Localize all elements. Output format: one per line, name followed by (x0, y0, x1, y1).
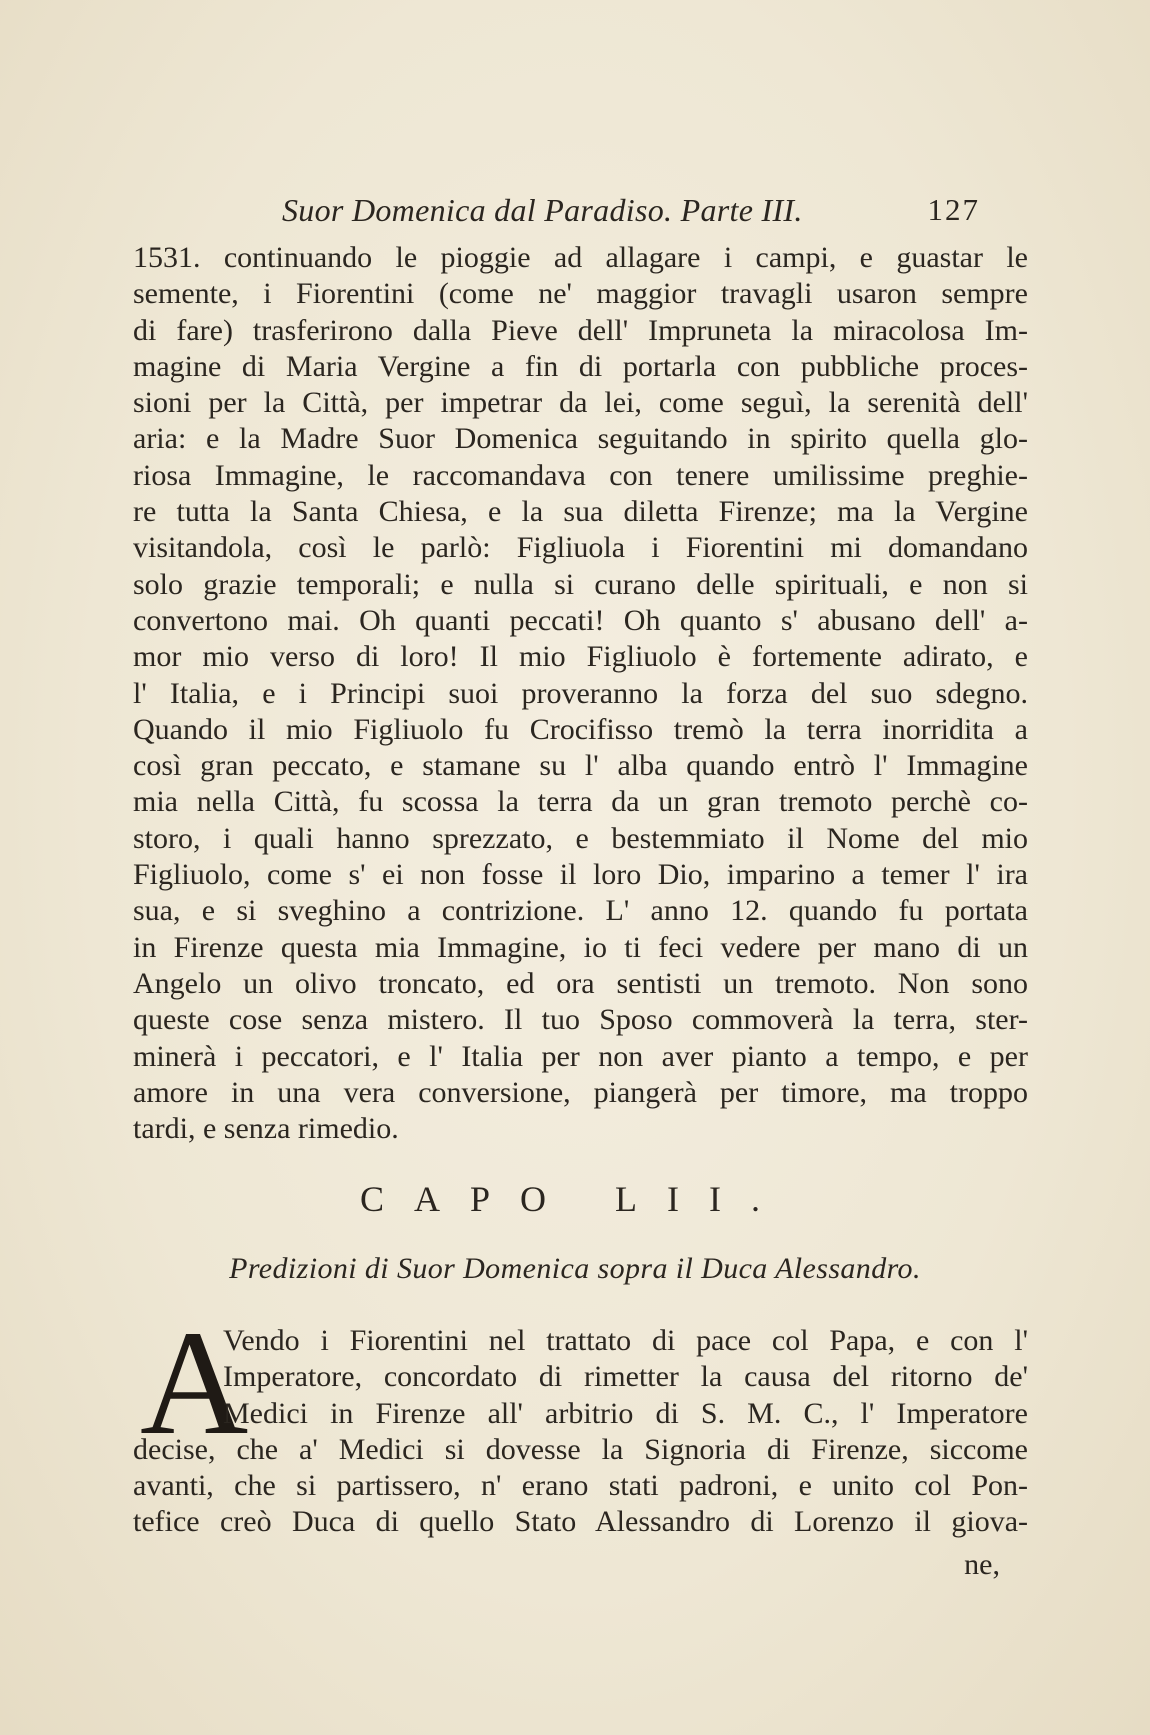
text-line: mia nella Città, fu scossa la terra da un gran tremoto perchè co- (133, 785, 1028, 819)
text-line: visitandola, così le parlò: Figliuola i Fiorentini mi domandano (133, 531, 1028, 565)
paragraph-2 (133, 1323, 1028, 1541)
text-line: l' Italia, e i Principi suoi proveranno la forza del suo sdegno. (133, 676, 1028, 710)
text-line: così gran peccato, e stamane su l' alba quando entrò l' Immagine (133, 749, 1028, 783)
text-line: Quando il mio Figliuolo fu Crocifisso tremò la terra inorridita a (133, 712, 1028, 746)
text-line: sioni per la Città, per impetrar da lei, come seguì, la serenità dell' (133, 386, 1028, 420)
text-line: riosa Immagine, le raccomandava con tenere umilissime preghie- (133, 458, 1028, 492)
text-line: in Firenze questa mia Immagine, io ti feci vedere per mano di un (133, 930, 1028, 964)
text-line: re tutta la Santa Chiesa, e la sua diletta Firenze; ma la Vergine (133, 495, 1028, 529)
text-line: Vendo i Fiorentini nel trattato di pace col Papa, e con l' (223, 1324, 1028, 1357)
text-line: solo grazie temporali; e nulla si curano delle spirituali, e non si (133, 567, 1028, 601)
running-head (270, 192, 1030, 232)
text-line: Angelo un olivo troncato, ed ora sentisti un tremoto. Non sono (133, 966, 1028, 1000)
text-line: magine di Maria Vergine a fin di portarla con pubbliche proces- (133, 349, 1028, 383)
text-line: avanti, che si partissero, n' erano stati padroni, e unito col Pon- (133, 1469, 1028, 1503)
catchword: ne, (964, 1548, 1000, 1581)
text-line: amore in una vera conversione, piangerà per timore, ma troppo (133, 1075, 1028, 1109)
text-line: di fare) trasferirono dalla Pieve dell' Impruneta la miracolosa Im- (133, 313, 1028, 347)
text-line: storo, i quali hanno sprezzato, e bestemmiato il Nome del mio (133, 821, 1028, 855)
text-line: mor mio verso di loro! Il mio Figliuolo è fortemente adirato, e (133, 640, 1028, 674)
text-line: queste cose senza mistero. Il tuo Sposo commoverà la terra, ster- (133, 1003, 1028, 1037)
text-line: Figliuolo, come s' ei non fosse il loro Dio, imparino a temer l' ira (133, 858, 1028, 892)
text-line: tefice creò Duca di quello Stato Alessandro di Lorenzo il giova- (133, 1505, 1028, 1539)
paragraph-1 (133, 240, 1028, 1147)
text-line: minerà i peccatori, e l' Italia per non aver pianto a tempo, e per (133, 1039, 1028, 1073)
text-line: convertono mai. Oh quanti peccati! Oh quanto s' abusano dell' a- (133, 603, 1028, 637)
text-line: Medici in Firenze all' arbitrio di S. M. C., l' Imperatore (223, 1396, 1028, 1430)
text-line: semente, i Fiorentini (come ne' maggior travagli usaron sempre (133, 277, 1028, 311)
drop-cap: A (140, 1300, 249, 1466)
text-line: 1531. continuando le pioggie ad allagare i campi, e guastar le (133, 241, 1028, 274)
chapter-heading: CAPO LII. (360, 1179, 790, 1219)
text-line: aria: e la Madre Suor Domenica seguitando in spirito quella glo- (133, 422, 1028, 456)
text-line: Imperatore, concordato di rimetter la causa del ritorno de' (223, 1360, 1028, 1394)
text-line: decise, che a' Medici si dovesse la Signoria di Firenze, siccome (133, 1432, 1028, 1466)
page-number: 127 (927, 192, 980, 227)
chapter-subtitle: Predizioni di Suor Domenica sopra il Duca Alessandro. (229, 1252, 921, 1285)
running-head-title: Suor Domenica dal Paradiso. Parte III. (282, 192, 803, 228)
text-line: sua, e si sveghino a contrizione. L' anno 12. quando fu portata (133, 894, 1028, 928)
text-line: tardi, e senza rimedio. (133, 1112, 399, 1146)
